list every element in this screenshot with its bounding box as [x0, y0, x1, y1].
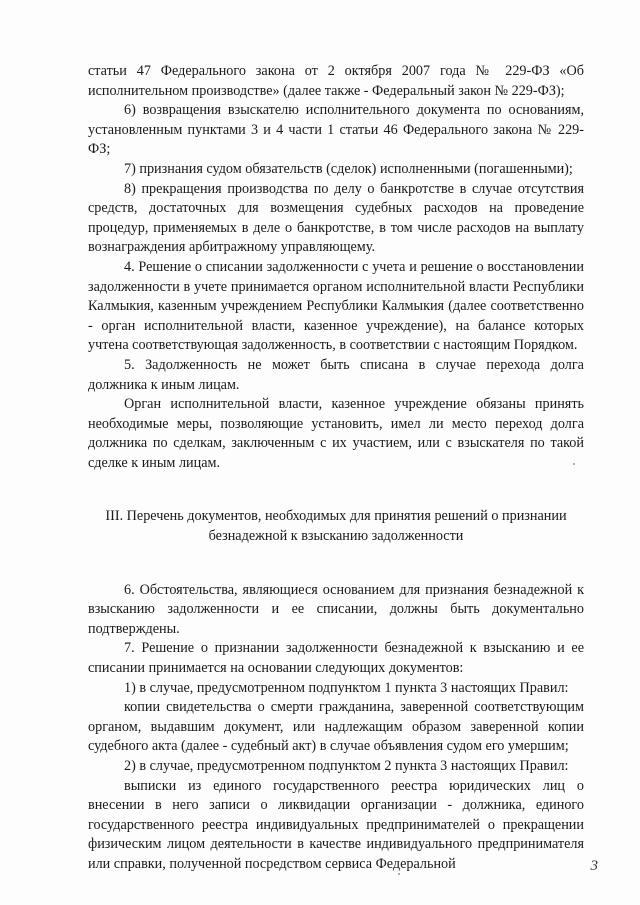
paragraph-case-2: 2) в случае, предусмотренном подпунктом 2 пункта 3 настоящих Правил:	[124, 758, 569, 774]
paragraph-clause-4: 4. Решение о списании задолженности с учета и решение о восстановлении задолженности в учете принимается органом исполнительной власти Республики Калмыкия, казенным учреждением Республики Калмыкия (далее соответственно - орган исполнительной власти, казенное учреждение), на балансе которых учтена соответствующая задолженность, в соответствии с настоящим Порядком.	[88, 258, 584, 354]
paragraph-clause-5: 5. Задолженность не может быть списана в случае перехода долга должника к иным лицам.	[88, 356, 584, 393]
document-body	[88, 62, 584, 875]
paragraph-clause-7: 7. Решение о признании задолженности безнадежной к взысканию и ее списании принимается на основании следующих документов:	[88, 640, 584, 677]
paragraph-item-6: 6) возвращения взыскателю исполнительного документа по основаниям, установленным пунктами 3 и 4 части 1 статьи 46 Федерального закона № 229-ФЗ;	[88, 102, 584, 158]
paragraph-item-8: 8) прекращения производства по делу о банкротстве в случае отсутствия средств, достаточных для возмещения судебных расходов на проведение процедур, применяемых в деле о банкротстве, в том числе расходов на выплату вознаграждения арбитражному управляющему.	[88, 180, 584, 256]
paragraph-continuation: статьи 47 Федерального закона от 2 октября 2007 года № 229-ФЗ «Об исполнительном производстве» (далее также - Федеральный закон № 229-ФЗ);	[88, 63, 584, 99]
paragraph-item-7: 7) признания судом обязательств (сделок) исполненными (погашенными);	[124, 160, 573, 177]
paragraph-case-2-docs: выписки из единого государственного реестра юридических лиц о внесении в него записи о ликвидации организации - должника, единого государственного реестра индивидуальных предпринимателей о прекращении физическим лицом деятельности в качестве индивидуального предпринимателя или справки, полученной посредством сервиса Федеральной	[88, 777, 584, 872]
page-number: 3	[590, 858, 598, 874]
scan-speck	[398, 873, 400, 875]
paragraph-case-1-docs: копии свидетельства о смерти гражданина, заверенной соответствующим органом, выдавшим документ, или надлежащим образом заверенной копии судебного акта (далее - судебный акт) в случае объявления судом его умершим;	[88, 699, 584, 755]
scan-speck	[573, 463, 575, 465]
paragraph-obligation: Орган исполнительной власти, казенное учреждение обязаны принять необходимые меры, позволяющие установить, имел ли место переход долга должника по сделкам, заключенным с их участием, или с взыскателя по такой сделке к иным лицам.	[88, 396, 584, 471]
section-heading: III. Перечень документов, необходимых для принятия решений о признании безнадежной к взысканию задолженности	[105, 508, 567, 545]
paragraph-clause-6: 6. Обстоятельства, являющиеся основанием для признания безнадежной к взысканию задолженности и ее списании, должны быть документально подтверждены.	[88, 581, 584, 637]
paragraph-case-1: 1) в случае, предусмотренном подпунктом 1 пункта 3 настоящих Правил:	[124, 679, 569, 696]
